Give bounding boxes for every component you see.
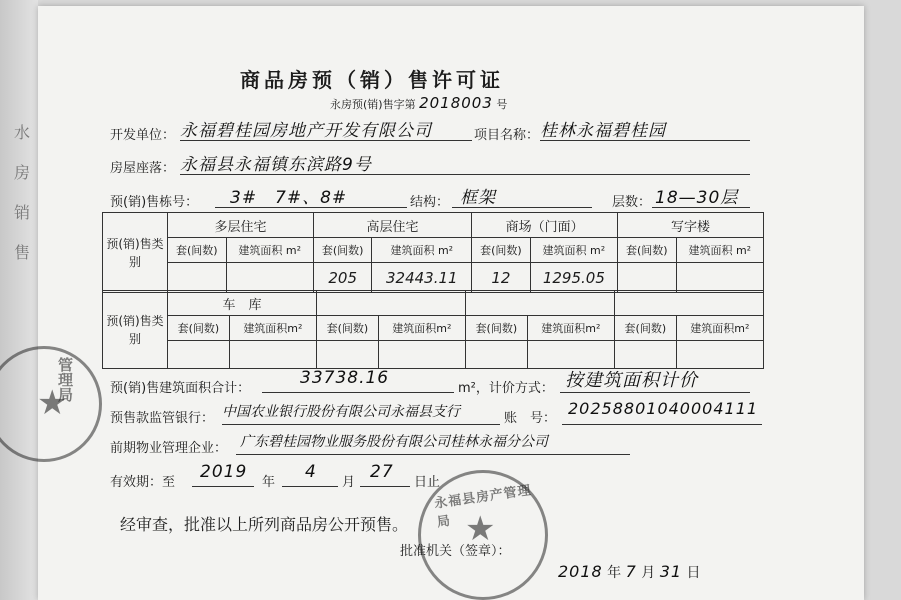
table1-category: 写字楼 [618,213,764,238]
table2-col-area: 建筑面积m² [527,316,614,341]
issue-day-unit: 日 [686,565,701,581]
location-label: 房屋座落： [110,161,176,176]
total-area-value: 33738.16 [300,368,390,388]
permit-number-suffix: 号 [496,98,508,111]
project-underline [540,140,750,141]
table2-col-units: 套(间数) [316,316,378,341]
table1-value [226,263,313,293]
sale-category-table-2 [102,290,764,369]
table1-col-units: 套(间数) [313,238,372,263]
floors-label: 层数： [612,195,652,210]
table2-col-units: 套(间数) [168,316,230,341]
property-mgmt-underline [236,454,630,455]
table1-category: 商场（门面） [472,213,618,238]
issue-year: 2018 [558,562,603,581]
authority-label: 批准机关（签章）： [400,544,511,559]
table1-value [676,263,763,293]
seal-text: 永福县房产管理局 [433,483,533,531]
bank-underline [222,424,500,425]
table1-value: 1295.05 [530,263,617,293]
table1-category: 多层住宅 [168,213,314,238]
table2-col-area: 建筑面积m² [229,316,316,341]
table1-value [168,263,227,293]
table1-col-area: 建筑面积 m² [530,238,617,263]
structure-value: 框架 [460,188,496,208]
seal-star-icon: ★ [37,383,68,423]
validity-day: 27 [370,462,394,482]
issue-month: 7 [625,562,637,581]
developer-underline [180,140,472,141]
validity-label: 有效期：至 [110,475,176,490]
property-mgmt-label: 前期物业管理企业： [110,441,228,456]
table1-value [618,263,677,293]
floors-underline [652,207,750,208]
table1-col-units: 套(间数) [168,238,227,263]
approval-statement: 经审查，批准以上所列商品房公开预售。 [120,515,409,534]
table2-col-area: 建筑面积m² [676,316,763,341]
table1-category: 高层住宅 [313,213,471,238]
account-label: 账 号： [504,411,557,426]
issue-year-unit: 年 [607,565,622,581]
pricing-underline [560,392,750,393]
location-underline [180,174,750,175]
building-label: 预(销)售栋号： [110,195,199,210]
table1-col-area: 建筑面积 m² [226,238,313,263]
validity-day-unit: 日止 [414,475,441,490]
seal-text: 管理局 [56,357,74,402]
permit-number [330,94,507,112]
table1-col-area: 建筑面积 m² [372,238,472,263]
floors-value: 18—30层 [655,188,739,208]
table1-value: 12 [472,263,531,293]
page-edge: 水 房 销 售 [0,0,38,600]
table1-value: 205 [313,263,372,293]
official-seal-right [418,470,548,600]
structure-label: 结构： [410,195,450,210]
permit-number-prefix: 永房预(销)售字第 [330,98,416,111]
table2-col-area: 建筑面积m² [378,316,465,341]
table1-col-area: 建筑面积 m² [676,238,763,263]
developer-label: 开发单位： [110,128,176,143]
developer-value: 永福碧桂园房地产开发有限公司 [180,121,432,141]
table2-col-units: 套(间数) [465,316,527,341]
building-value: 3# 7#、8# [230,188,348,208]
sale-category-table-1 [102,212,764,293]
table1-value: 32443.11 [372,263,472,293]
validity-month: 4 [305,462,317,482]
validity-month-unit: 月 [342,475,356,490]
issue-month-unit: 月 [641,565,656,581]
property-mgmt-value: 广东碧桂园物业服务股份有限公司桂林永福分公司 [240,434,548,450]
bank-label: 预售款监管银行： [110,411,215,426]
seal-star-icon: ★ [465,509,496,549]
document-title: 商品房预（销）售许可证 [240,68,504,92]
table2-row-label: 预(销)售类别 [103,291,168,369]
project-value: 桂林永福碧桂园 [540,121,666,141]
total-area-label: 预(销)售建筑面积合计： [110,381,251,396]
table1-col-units: 套(间数) [472,238,531,263]
issue-date [558,562,701,582]
bank-value: 中国农业银行股份有限公司永福县支行 [222,404,460,420]
validity-year: 2019 [200,462,248,482]
account-underline [562,424,762,425]
project-label: 项目名称： [474,128,540,143]
table2-category: 车 库 [168,291,317,316]
total-area-underline [262,392,454,393]
issue-day: 31 [659,562,683,581]
account-value: 20258801040004111 [568,399,759,418]
table1-row-label: 预(销)售类别 [103,213,168,293]
table2-col-units: 套(间数) [614,316,676,341]
structure-underline [452,207,592,208]
total-area-unit: m²，计价方式： [458,381,554,396]
pricing-method: 按建筑面积计价 [565,370,698,391]
building-underline [215,207,407,208]
permit-number-value: 2018003 [419,94,493,112]
validity-year-unit: 年 [262,475,276,490]
table1-col-units: 套(间数) [618,238,677,263]
location-value: 永福县永福镇东滨路9号 [180,155,372,175]
